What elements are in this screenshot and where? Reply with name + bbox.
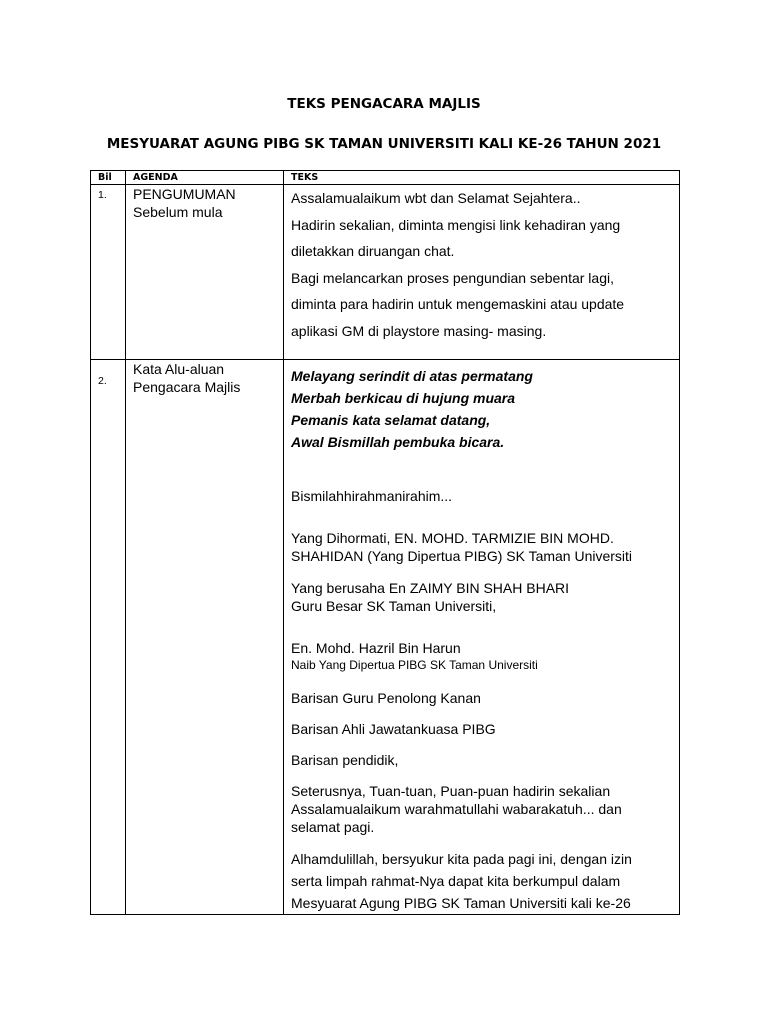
table-header-row (91, 171, 680, 185)
bil-number: 2. (98, 375, 107, 387)
header-teks: TEKS (284, 171, 680, 185)
teks-line: Seterusnya, Tuan-tuan, Puan-puan hadirin sekalian (291, 783, 611, 799)
teks-line: serta limpah rahmat-Nya dapat kita berkumpul dalam (291, 873, 621, 889)
bil-cell (91, 185, 126, 360)
teks-line: Mesyuarat Agung PIBG SK Taman Universiti kali ke-26 (291, 895, 631, 911)
agenda-cell (126, 185, 284, 360)
teks-line: diletakkan diruangan chat. (291, 243, 455, 259)
teks-line: Yang Dihormati, EN. MOHD. TARMIZIE BIN MOHD. (291, 530, 614, 546)
pantun-line: Pemanis kata selamat datang, (291, 412, 491, 428)
pantun-line: Awal Bismillah pembuka bicara. (291, 434, 505, 450)
teks-line: selamat pagi. (291, 819, 375, 835)
teks-line: aplikasi GM di playstore masing- masing. (291, 322, 547, 339)
teks-line: Bagi melancarkan proses pengundian sebentar lagi, (291, 269, 614, 286)
teks-line: Barisan Guru Penolong Kanan (291, 690, 481, 706)
agenda-line: Sebelum mula (133, 204, 223, 220)
teks-line: SHAHIDAN (Yang Dipertua PIBG) SK Taman Universiti (291, 548, 633, 564)
table-row (91, 360, 680, 915)
teks-line: En. Mohd. Hazril Bin Harun (291, 640, 461, 656)
teks-cell (284, 360, 680, 915)
teks-line: Hadirin sekalian, diminta mengisi link kehadiran yang (291, 216, 621, 233)
teks-cell (284, 185, 680, 360)
document-title: TEKS PENGACARA MAJLIS (287, 96, 481, 112)
table-row (91, 185, 680, 360)
teks-line: Barisan pendidik, (291, 752, 399, 768)
agenda-cell (126, 360, 284, 915)
agenda-table (90, 170, 680, 915)
teks-line: Barisan Ahli Jawatankuasa PIBG (291, 721, 496, 737)
teks-line: Alhamdulillah, bersyukur kita pada pagi ini, dengan izin (291, 851, 632, 867)
teks-line: diminta para hadirin untuk mengemaskini atau update (291, 296, 625, 312)
agenda-line: Pengacara Majlis (133, 379, 241, 395)
teks-line: Naib Yang Dipertua PIBG SK Taman Universiti (291, 658, 538, 672)
teks-line: Assalamualaikum wbt dan Selamat Sejahtera.. (291, 190, 581, 206)
pantun-line: Melayang serindit di atas permatang (291, 368, 533, 384)
teks-line: Assalamualaikum warahmatullahi wabarakatuh... dan (291, 801, 622, 817)
header-bil: Bil (91, 171, 126, 185)
teks-line: Guru Besar SK Taman Universiti, (291, 598, 497, 614)
teks-line: Yang berusaha En ZAIMY BIN SHAH BHARI (291, 580, 570, 596)
agenda-line: Kata Alu-aluan (133, 361, 225, 377)
bil-number: 1. (98, 189, 107, 201)
bil-cell (91, 360, 126, 915)
pantun-line: Merbah berkicau di hujung muara (291, 390, 516, 406)
agenda-line: PENGUMUMAN (133, 186, 236, 202)
teks-line: Bismilahhirahmanirahim... (291, 488, 453, 504)
pantun-verse (291, 360, 679, 453)
document-subtitle: MESYUARAT AGUNG PIBG SK TAMAN UNIVERSITI KALI KE-26 TAHUN 2021 (106, 136, 662, 152)
header-agenda: AGENDA (126, 171, 284, 185)
